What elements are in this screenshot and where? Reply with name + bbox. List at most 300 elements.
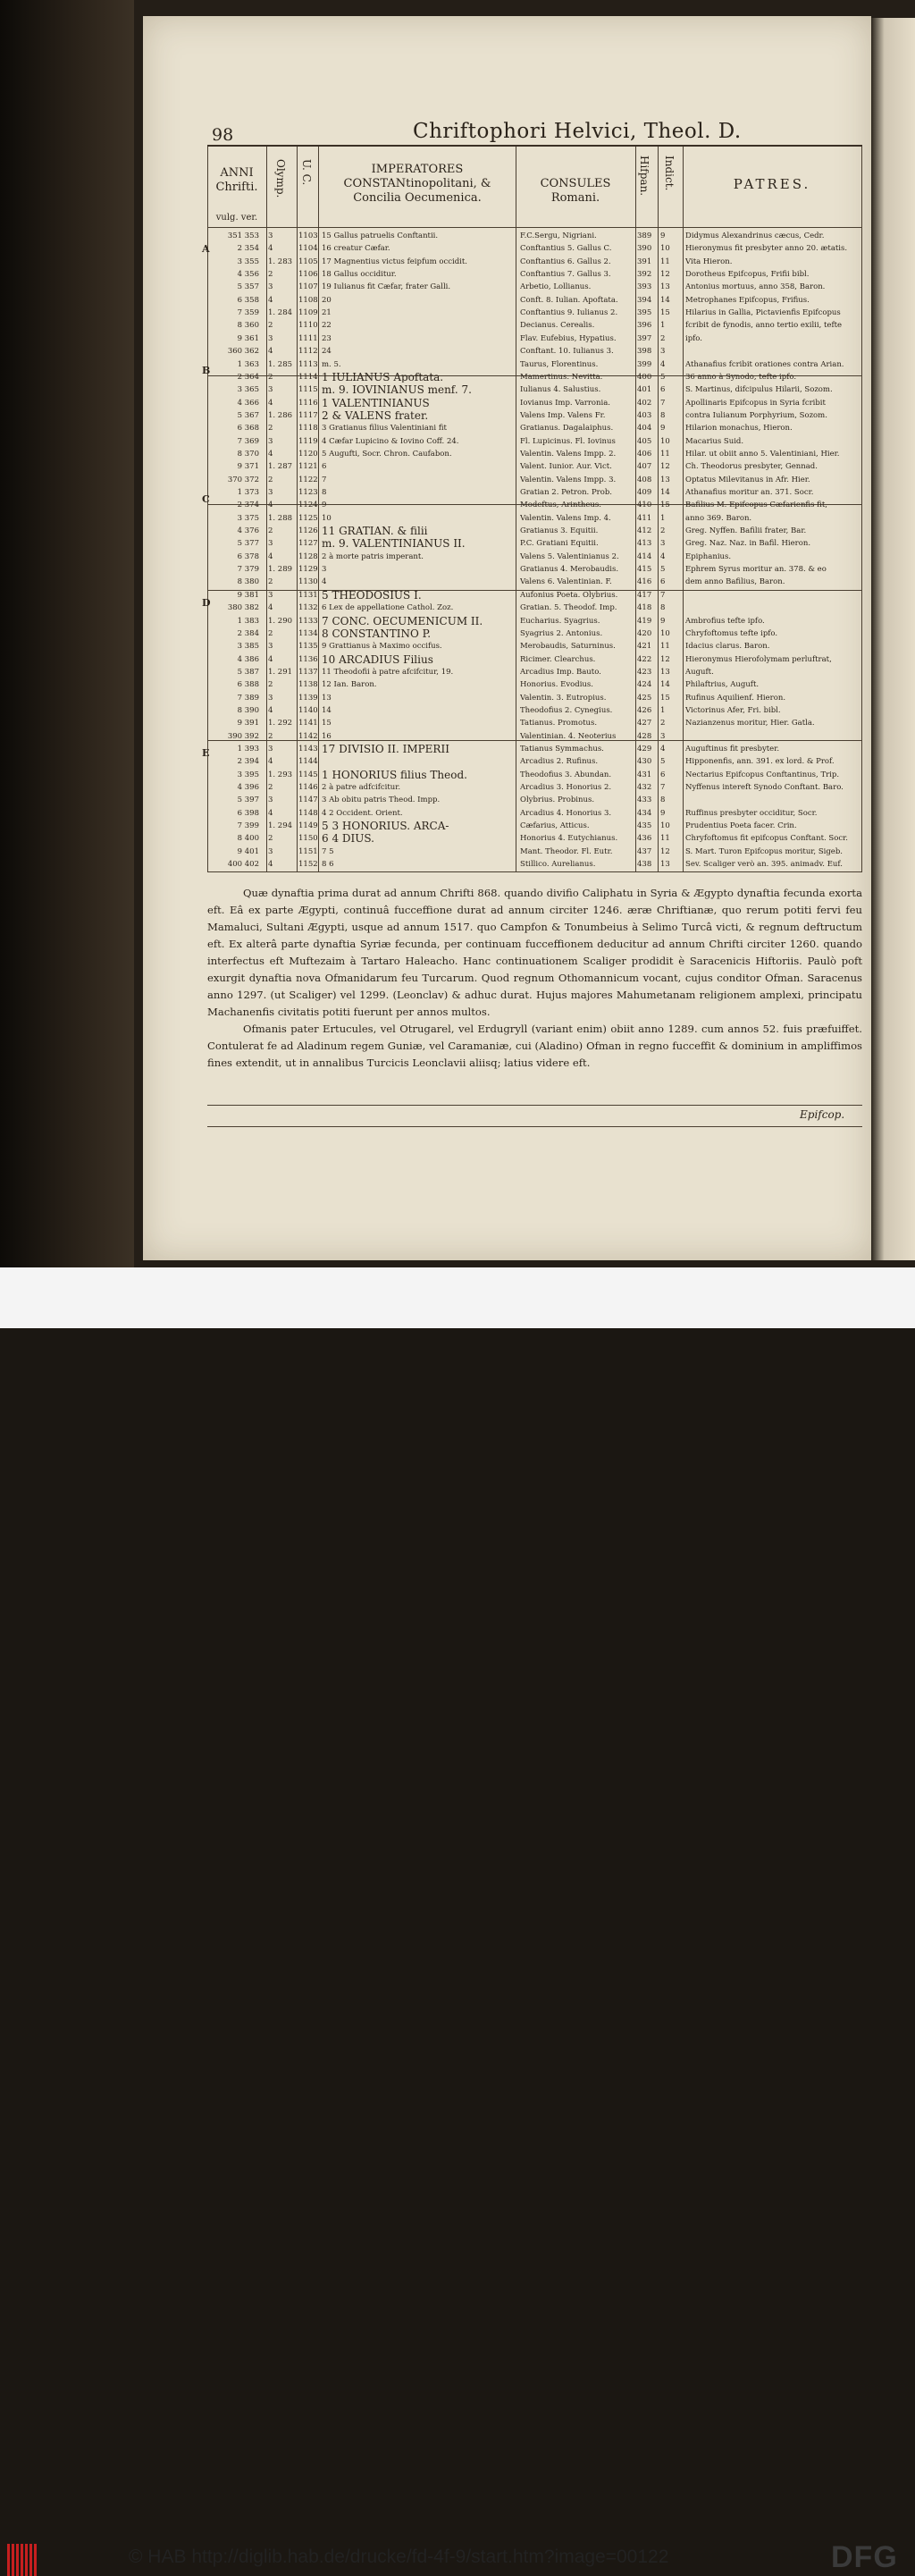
cell-ind: 15 [660,693,670,703]
cell-ind: 11 [660,642,670,652]
book-binding-edge [0,0,134,1267]
cell-ol: 1. 288 [268,513,293,523]
cell-ol: 3 [268,539,273,549]
header-anni: ANNI Chrifti. [215,166,258,194]
cell-ol: 4 [268,449,273,459]
cell-pat: Apollinaris Epifcopus in Syria fcribit [685,398,826,408]
cell-con: Honorius. Evodius. [520,680,593,690]
cell-pat: Victorinus Afer, Fri. bibl. [685,705,781,715]
cell-yr: 4 366 [237,398,259,408]
cell-yr: 380 382 [227,603,259,613]
cell-hs: 399 [637,359,652,369]
cell-pat: Hilar. ut obiit anno 5. Valentiniani, Hier. [685,449,840,459]
cell-ol: 3 [268,333,273,343]
cell-con: Flav. Eufebius, Hypatius. [520,333,617,343]
cell-con: Conftantius 5. Gallus C. [520,244,612,254]
cell-ol: 3 [268,796,273,805]
cell-hs: 393 [637,282,652,292]
cell-con: Valentin. Valens Impp. 3. [520,475,617,484]
cell-yr: 2 364 [237,372,259,382]
cell-yr: 1 393 [237,745,259,753]
cell-ind: 13 [660,282,670,292]
cell-con: Arcadius 2. Rufinus. [520,757,599,767]
cell-uc: 1115 [298,385,318,395]
cell-ol: 4 [268,501,273,510]
cell-ind: 2 [660,719,666,728]
cell-uc: 1149 [298,821,318,831]
cell-ind: 1 [660,705,666,715]
header-patres: PATRES. [733,176,811,192]
cell-imp: 4 2 Occident. Orient. [322,808,403,818]
cell-con: Valens Imp. Valens Fr. [520,410,606,420]
cell-hs: 427 [637,719,652,728]
cell-con: Aufonius Poeta. Olybrius. [520,590,618,600]
cell-pat: Rufinus Aquilienf. Hieron. [685,693,786,703]
cell-ind: 2 [660,526,666,536]
cell-imp: 21 [322,308,332,318]
cell-pat: Optatus Milevitanus in Afr. Hier. [685,475,810,484]
cell-ol: 1. 285 [268,359,293,369]
cell-con: Valentin. 3. Eutropius. [520,693,607,703]
cell-ol: 2 [268,321,273,331]
cell-hs: 431 [637,770,652,779]
cell-uc: 1125 [298,513,318,523]
cell-hs: 412 [637,526,652,536]
viewer-footer [0,1267,915,2574]
cell-hs: 402 [637,398,652,408]
cell-pat: Auguft. [685,667,714,677]
cell-hs: 391 [637,257,652,266]
cell-con: Iulianus 4. Salustius. [520,385,601,395]
cell-uc: 1106 [298,270,318,280]
cell-hs: 395 [637,308,652,318]
cell-con: Conftant. 10. Iulianus 3. [520,347,614,357]
cell-ol: 1. 292 [268,719,293,728]
cell-yr: 351 353 [227,232,259,240]
header-consules: CONSULES Romani. [540,177,611,205]
cell-con: Eucharius. Syagrius. [520,616,600,626]
header-hispan: Hifpan. [638,156,651,197]
cell-ind: 9 [660,808,666,818]
cell-con: Mant. Theodor. Fl. Eutr. [520,846,613,856]
cell-hs: 420 [637,628,652,638]
cell-hs: 392 [637,270,652,280]
cell-ol: 4 [268,295,273,305]
cell-pat: Epiphanius. [685,551,732,561]
cell-imp: 22 [322,321,332,331]
cell-pat: Ephrem Syrus moritur an. 378. & eo [685,565,827,575]
cell-ind: 11 [660,257,670,266]
cell-con: Olybrius. Probinus. [520,796,595,805]
cell-con: Ricimer. Clearchus. [520,654,596,664]
cell-ol: 2 [268,834,273,844]
cell-ind: 15 [660,501,670,510]
cell-ol: 1. 291 [268,667,293,677]
cell-ind: 3 [660,731,666,741]
cell-imp: 6 [322,462,327,472]
cell-uc: 1147 [298,796,318,805]
cell-ind: 3 [660,539,666,549]
footer-rule [207,1105,862,1106]
cell-hs: 421 [637,642,652,652]
cell-hs: 424 [637,680,652,690]
cell-hs: 397 [637,333,652,343]
cell-imp: 17 DIVISIO II. IMPERII [322,744,449,754]
cell-hs: 432 [637,783,652,793]
cell-uc: 1105 [298,257,318,266]
cell-hs: 409 [637,488,652,497]
cell-imp: 11 Theodofii à patre afcifcitur, 19. [322,667,454,677]
cell-ol: 3 [268,385,273,395]
cell-con: P.C. Gratiani Equitii. [520,539,599,549]
cell-hs: 429 [637,745,652,753]
cell-ol: 2 [268,577,273,587]
cell-uc: 1119 [298,436,318,446]
cell-ind: 14 [660,680,670,690]
cell-yr: 7 379 [237,565,259,575]
cell-uc: 1141 [298,719,318,728]
cell-yr: 8 370 [237,449,259,459]
cell-hs: 394 [637,295,652,305]
cell-uc: 1129 [298,565,318,575]
header-vulg: vulg. ver. [215,213,258,223]
cell-ind: 10 [660,821,670,831]
cell-uc: 1148 [298,808,318,818]
cell-con: Tatianus. Promotus. [520,719,598,728]
cell-con: Gratianus. Dagalaiphus. [520,424,614,434]
cell-yr: 7 399 [237,821,259,831]
cell-ind: 8 [660,796,666,805]
cell-pat: Greg. Nyffen. Bafilii frater, Bar. [685,526,807,536]
cell-con: Theodofius 2. Cynegius. [520,705,613,715]
cell-uc: 1111 [298,333,318,343]
cell-yr: 370 372 [227,475,259,484]
header-olymp: Olymp. [274,159,287,198]
cell-ol: 2 [268,526,273,536]
cell-hs: 419 [637,616,652,626]
cell-imp: 5 THEODOSIUS I. [322,589,422,601]
cell-pat: Greg. Naz. Naz. in Bafil. Hieron. [685,539,811,549]
cell-con: Gratianus 3. Equitii. [520,526,599,536]
cell-imp: 1 IULIANUS Apoftata. [322,371,444,383]
cell-ind: 13 [660,860,670,870]
cell-ol: 2 [268,372,273,382]
cell-uc: 1130 [298,577,318,587]
cell-pat: Ambrofius tefte ipfo. [685,616,765,626]
cell-pat: Dorotheus Epifcopus, Frifii bibl. [685,270,810,280]
cell-yr: 5 387 [237,667,259,677]
chronology-table [207,147,862,872]
cell-hs: 390 [637,244,652,254]
cell-hs: 408 [637,475,652,484]
cell-imp: m. 9. VALENTINIANUS II. [322,538,466,550]
cell-ol: 4 [268,860,273,870]
cell-hs: 423 [637,667,652,677]
section-letter: B [202,365,211,376]
cell-ind: 9 [660,232,666,240]
cell-ol: 3 [268,232,273,240]
cell-yr: 5 397 [237,796,259,805]
cell-uc: 1139 [298,693,318,703]
cell-hs: 433 [637,796,652,805]
cell-imp: 1 VALENTINIANUS [322,397,430,408]
cell-hs: 404 [637,424,652,434]
cell-pat: Antonius mortuus, anno 358, Baron. [685,282,826,292]
cell-uc: 1142 [298,731,318,741]
cell-yr: 7 369 [237,436,259,446]
cell-yr: 360 362 [227,347,259,357]
cell-yr: 8 400 [237,834,259,844]
cell-con: Cæfarius, Atticus. [520,821,590,831]
cell-imp: 13 [322,693,332,703]
cell-hs: 413 [637,539,652,549]
cell-hs: 438 [637,860,652,870]
cell-ind: 11 [660,834,670,844]
cell-imp: 8 [322,488,327,497]
cell-ol: 3 [268,745,273,753]
cell-ind: 7 [660,783,666,793]
cell-yr: 2 374 [237,501,259,510]
cell-yr: 3 395 [237,770,259,779]
cell-yr: 3 365 [237,385,259,395]
cell-uc: 1136 [298,654,318,664]
cell-ind: 5 [660,565,666,575]
cell-uc: 1118 [298,424,318,434]
cell-yr: 4 376 [237,526,259,536]
cell-pat: Bafilius M. Epifcopus Cæfarienfis fit, [685,501,827,510]
cell-pat: Hipponenfis, ann. 391. ex lord. & Prof. [685,757,835,767]
cell-imp: 3 [322,565,327,575]
cell-ol: 3 [268,846,273,856]
cell-imp: 10 ARCADIUS Filius [322,653,433,665]
cell-con: Fl. Lupicinus. Fl. Iovinus [520,436,616,446]
cell-uc: 1123 [298,488,318,497]
cell-pat: Metrophanes Epifcopus, Frifius. [685,295,810,305]
cell-hs: 422 [637,654,652,664]
cell-pat: Nectarius Epifcopus Conftantinus, Trip. [685,770,840,779]
cell-yr: 4 396 [237,783,259,793]
cell-con: Conft. 8. Iulian. Apoftata. [520,295,618,305]
cell-uc: 1143 [298,745,318,753]
cell-hs: 414 [637,551,652,561]
cell-imp: 19 Iulianus fit Cæfar, frater Galli. [322,282,451,292]
cell-uc: 1151 [298,846,318,856]
page-number: 98 [212,125,234,145]
cell-ol: 2 [268,270,273,280]
cell-pat: Philaftrius, Auguft. [685,680,760,690]
citation-link[interactable]: © HAB http://diglib.hab.de/drucke/fd-4f-9/start.htm?image=00122 [129,2547,669,2567]
cell-yr: 5 357 [237,282,259,292]
cell-ind: 14 [660,488,670,497]
cell-yr: 6 398 [237,808,259,818]
cell-imp: 7 5 [322,846,334,856]
cell-uc: 1103 [298,232,318,240]
cell-uc: 1124 [298,501,318,510]
cell-imp: 11 GRATIAN. & filii [322,526,428,537]
cell-ol: 1. 289 [268,565,293,575]
cell-yr: 7 359 [237,308,259,318]
cell-imp: 16 [322,731,332,741]
cell-ind: 9 [660,616,666,626]
cell-ind: 6 [660,770,666,779]
cell-imp: 2 à morte patris imperant. [322,551,424,561]
cell-pat: Hilarion monachus, Hieron. [685,424,793,434]
cell-yr: 9 371 [237,462,259,472]
cell-imp: 6 4 DIUS. [322,833,374,845]
cell-yr: 4 386 [237,654,259,664]
cell-ol: 4 [268,244,273,254]
cell-yr: 9 361 [237,333,259,343]
cell-yr: 1 363 [237,359,259,369]
cell-imp: 14 [322,705,332,715]
cell-con: Honorius 4. Eutychianus. [520,834,618,844]
cell-ind: 13 [660,475,670,484]
cell-ol: 1. 286 [268,410,293,420]
cell-imp: m. 5. [322,359,341,369]
cell-uc: 1128 [298,551,318,561]
cell-ind: 13 [660,667,670,677]
paragraph: Ofmanis pater Ertucules, vel Otrugarel, vel Erdugryll (variant enim) obiit anno 1289. cum annos 52. fuis præfuiffet. Contulerat fe ad Aladinum regem Guniæ, vel Caramaniæ, cui (Aladino) Ofman in regno fucceffit & dominium in ampliffimos fines extendit, ut in annalibus Turcicis Leonclavii aliisq; latius videre eft. [207,1023,862,1069]
cell-con: Mamertinus. Nevitta. [520,372,603,382]
cell-hs: 418 [637,603,652,613]
cell-hs: 430 [637,757,652,767]
cell-uc: 1137 [298,667,318,677]
cell-imp: 3 Ab obitu patris Theod. Impp. [322,796,441,805]
cell-yr: 2 394 [237,757,259,767]
cell-uc: 1127 [298,539,318,549]
cell-imp: 23 [322,333,332,343]
cell-con: Arcadius Imp. Bauto. [520,667,601,677]
cell-ol: 1. 287 [268,462,293,472]
cell-pat: Idacius clarus. Baron. [685,642,770,652]
cell-hs: 428 [637,731,652,741]
cell-ol: 3 [268,436,273,446]
cell-hs: 411 [637,513,652,523]
cell-con: Conftantius 6. Gallus 2. [520,257,611,266]
cell-hs: 434 [637,808,652,818]
cell-yr: 8 360 [237,321,259,331]
cell-hs: 407 [637,462,652,472]
cell-yr: 9 391 [237,719,259,728]
cell-con: Valentin. Valens Impp. 2. [520,449,617,459]
footer-rule [207,1126,862,1127]
cell-uc: 1150 [298,834,318,844]
header-uc: U. C. [300,159,313,186]
cell-ol: 2 [268,680,273,690]
cell-con: Valent. Iunior. Aur. Vict. [520,462,612,472]
cell-ol: 3 [268,693,273,703]
cell-yr: 9 381 [237,590,259,600]
cell-ind: 6 [660,577,666,587]
header-imperatores: IMPERATORES CONSTANtinopolitani, & Concilia Oecumenica. [343,163,491,205]
cell-pat: 36 anno à Synodo, tefte ipfo. [685,372,797,382]
cell-ol: 2 [268,628,273,638]
cell-pat: fcribit de fynodis, anno tertio exilii, tefte [685,321,843,331]
cell-yr: 2 354 [237,244,259,254]
cell-pat: Hieronymus fit presbyter anno 20. ætatis. [685,244,848,254]
cell-ind: 5 [660,757,666,767]
cell-imp: 9 [322,501,327,510]
cell-con: Iovianus Imp. Varronia. [520,398,610,408]
cell-hs: 398 [637,347,652,357]
cell-imp: 9 Grattianus à Maximo occifus. [322,642,442,652]
cell-uc: 1140 [298,705,318,715]
cell-ind: 4 [660,745,666,753]
cell-pat: Chryfoftomus fit epifcopus Conftant. Socr. [685,834,848,844]
cell-ind: 1 [660,513,666,523]
cell-pat: contra Iulianum Porphyrium, Sozom. [685,410,827,420]
cell-uc: 1152 [298,860,318,870]
cell-yr: 5 367 [237,410,259,420]
cell-uc: 1110 [298,321,318,331]
cell-uc: 1131 [298,590,318,600]
cell-ind: 8 [660,603,666,613]
cell-pat: anno 369. Baron. [685,513,752,523]
cell-hs: 403 [637,410,652,420]
section-letter: C [202,493,210,505]
cell-ol: 3 [268,488,273,497]
cell-hs: 437 [637,846,652,856]
cell-ind: 3 [660,347,666,357]
cell-con: Theodofius 3. Abundan. [520,770,612,779]
section-letter: D [202,597,211,609]
cell-pat: Vita Hieron. [685,257,733,266]
cell-yr: 6 368 [237,424,259,434]
cell-yr: 8 390 [237,705,259,715]
cell-yr: 5 377 [237,539,259,549]
cell-con: Conftantius 9. Iulianus 2. [520,308,618,318]
cell-hs: 400 [637,372,652,382]
cell-imp: 5 Augufti, Socr. Chron. Caufabon. [322,449,452,459]
cell-ind: 1 [660,321,666,331]
cell-imp: 3 Gratianus filius Valentiniani fit [322,424,447,434]
cell-imp: 6 Lex de appellatione Cathol. Zoz. [322,603,454,613]
cell-yr: 6 388 [237,680,259,690]
cell-ind: 10 [660,628,670,638]
cell-ind: 12 [660,846,670,856]
cell-ol: 1. 283 [268,257,293,266]
cell-imp: 4 Cæfar Lupicino & Iovino Coff. 24. [322,436,459,446]
cell-imp: 7 CONC. OECUMENICUM II. [322,615,483,627]
cell-imp: 10 [322,513,332,523]
cell-yr: 8 380 [237,577,259,587]
cell-ind: 11 [660,449,670,459]
cell-uc: 1134 [298,628,318,638]
cell-hs: 406 [637,449,652,459]
cell-ind: 2 [660,333,666,343]
cell-ind: 10 [660,244,670,254]
scan-image [0,0,915,1267]
cell-ind: 4 [660,551,666,561]
cell-uc: 1144 [298,757,318,767]
cell-uc: 1116 [298,398,318,408]
cell-con: Gratian. 5. Theodof. Imp. [520,603,617,613]
cell-pat: S. Mart. Turon Epifcopus moritur, Sigeb. [685,846,843,856]
cell-yr: 6 378 [237,551,259,561]
cell-ind: 12 [660,270,670,280]
hab-logo-icon [7,2544,43,2576]
cell-uc: 1126 [298,526,318,536]
cell-imp: 8 6 [322,860,334,870]
cell-ind: 15 [660,308,670,318]
cell-ind: 9 [660,424,666,434]
cell-pat: Auguftinus fit presbyter. [685,745,780,753]
header-indict: Indict. [663,156,676,191]
cell-ol: 1. 293 [268,770,293,779]
cell-yr: 3 385 [237,642,259,652]
cell-pat: Ch. Theodorus presbyter, Gennad. [685,462,818,472]
body-text [207,885,862,1072]
